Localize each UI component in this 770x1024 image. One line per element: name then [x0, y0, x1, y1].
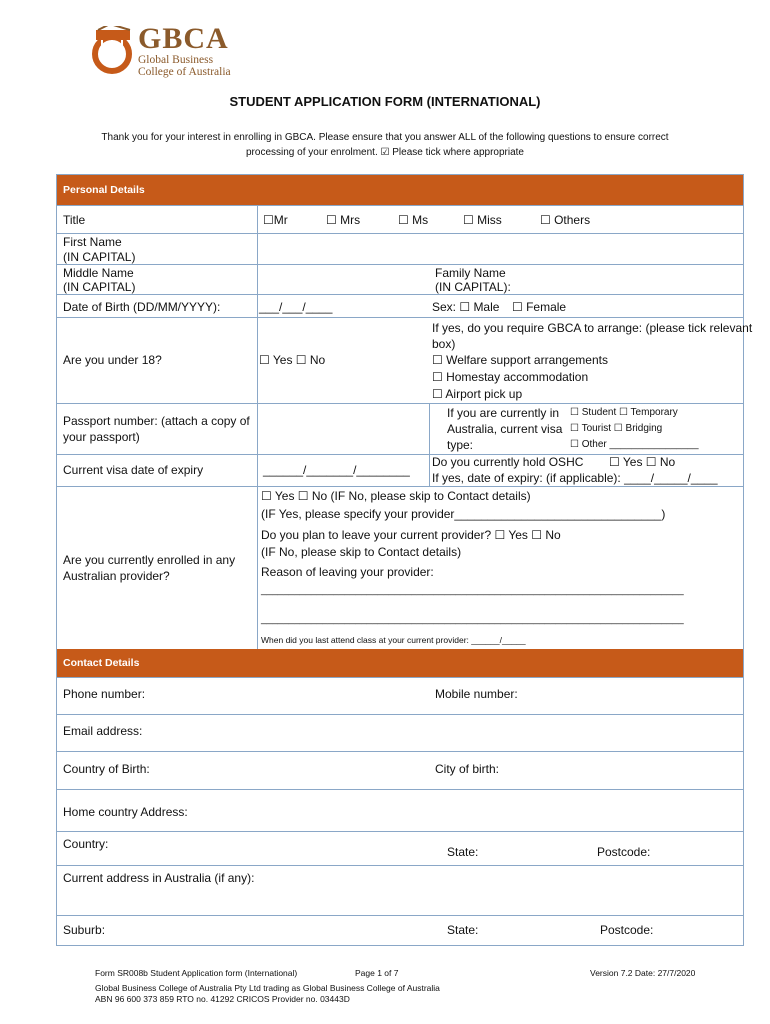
sex-male-option[interactable]: Sex: ☐ Male	[432, 300, 500, 314]
personal-details-header	[57, 175, 743, 205]
passport-label-sub: your passport)	[63, 430, 140, 444]
postcode-label: Postcode:	[597, 845, 651, 859]
visa-type-label-2: Australia, current visa	[447, 422, 563, 436]
footer-version: Version 7.2 Date: 27/7/2020	[590, 968, 696, 978]
title-option-others[interactable]: ☐ Others	[540, 213, 591, 227]
leave-provider-question[interactable]: Do you plan to leave your current provider? ☐ Yes ☐ No	[261, 528, 561, 542]
state-label: State:	[447, 845, 479, 859]
state-label-au: State:	[447, 923, 479, 937]
footer-page-number: Page 1 of 7	[355, 968, 399, 978]
dob-label: Date of Birth (DD/MM/YYYY):	[63, 300, 221, 314]
enrolled-provider-specify[interactable]: (IF Yes, please specify your provider_______________________________)	[261, 507, 666, 521]
oshc-options[interactable]: ☐ Yes ☐ No	[609, 455, 676, 469]
au-address-label: Current address in Australia (if any):	[63, 871, 255, 885]
phone-label: Phone number:	[63, 687, 146, 701]
reason-line-1[interactable]: ____________________________________________________________________________	[261, 585, 684, 596]
title-option-ms[interactable]: ☐ Ms	[398, 213, 429, 227]
intro-line1: Thank you for your interest in enrolling in GBCA. Please ensure that you answer ALL of the following questions to ensure correct	[101, 132, 669, 143]
enrolled-options[interactable]: ☐ Yes ☐ No (IF No, please skip to Contact details)	[261, 489, 531, 503]
middle-name-label: Middle Name	[63, 266, 134, 280]
form-title: STUDENT APPLICATION FORM (INTERNATIONAL)	[229, 94, 541, 109]
reason-line-2[interactable]: ____________________________________________________________________________	[261, 614, 684, 625]
arrange-welfare-option[interactable]: ☐ Welfare support arrangements	[432, 353, 608, 367]
gbca-emblem-icon	[92, 26, 136, 78]
logo-name: GBCA	[138, 22, 229, 55]
middle-name-label-sub: (IN CAPITAL)	[63, 280, 136, 294]
contact-details-header	[57, 649, 743, 677]
footer-company: Global Business College of Australia Pty Ltd trading as Global Business College of Australia	[95, 983, 440, 993]
first-name-field[interactable]	[259, 235, 741, 263]
intro-line2: processing of your enrolment. ☑ Please tick where appropriate	[246, 147, 524, 158]
contact-details-title: Contact Details	[63, 657, 140, 669]
under18-label: Are you under 18?	[63, 353, 162, 367]
visa-expiry-label: Current visa date of expiry	[63, 463, 204, 477]
arrange-airport-option[interactable]: ☐ Airport pick up	[432, 387, 523, 401]
personal-details-title: Personal Details	[63, 184, 145, 196]
passport-field[interactable]	[259, 405, 427, 453]
sex-female-option[interactable]: ☐ Female	[512, 300, 567, 314]
postcode-label-au: Postcode:	[600, 923, 654, 937]
title-option-miss[interactable]: ☐ Miss	[463, 213, 502, 227]
first-name-label: First Name	[63, 235, 122, 249]
footer-form-name: Form SR008b Student Application form (International)	[95, 968, 298, 978]
email-label: Email address:	[63, 724, 143, 738]
oshc-label: Do you currently hold OSHC	[432, 455, 584, 469]
family-name-label: Family Name	[435, 266, 506, 280]
visa-type-label-3: type:	[447, 438, 474, 452]
visa-student-temporary-option[interactable]: ☐ Student ☐ Temporary	[570, 407, 678, 418]
arrange-question-cont: box)	[432, 337, 456, 351]
mobile-label: Mobile number:	[435, 687, 518, 701]
intro-text	[60, 130, 710, 160]
country-label: Country:	[63, 837, 109, 851]
title-option-mr[interactable]: ☐Mr	[263, 213, 288, 227]
oshc-expiry[interactable]: If yes, date of expiry: (if applicable): ____/_____/____	[432, 471, 718, 485]
title-option-mrs[interactable]: ☐ Mrs	[326, 213, 361, 227]
dob-field[interactable]: ___/___/____	[259, 300, 333, 314]
visa-tourist-bridging-option[interactable]: ☐ Tourist ☐ Bridging	[570, 423, 663, 434]
footer-abn: ABN 96 600 373 859 RTO no. 41292 CRICOS Provider no. 03443D	[95, 994, 350, 1004]
gbca-logo	[92, 22, 232, 80]
middle-name-field[interactable]	[259, 266, 429, 293]
under18-options[interactable]: ☐ Yes ☐ No	[259, 353, 326, 367]
reason-label: Reason of leaving your provider:	[261, 565, 434, 579]
suburb-label: Suburb:	[63, 923, 106, 937]
city-of-birth-label: City of birth:	[435, 762, 500, 776]
logo-line1: Global Business	[138, 54, 214, 66]
family-name-label-sub: (IN CAPITAL):	[435, 280, 511, 294]
country-of-birth-label: Country of Birth:	[63, 762, 150, 776]
home-address-label: Home country Address:	[63, 805, 188, 819]
passport-label: Passport number: (attach a copy of	[63, 414, 250, 428]
first-name-label-sub: (IN CAPITAL)	[63, 250, 136, 264]
leave-provider-skip: (IF No, please skip to Contact details)	[261, 545, 462, 559]
arrange-question: If yes, do you require GBCA to arrange: (please tick relevant	[432, 321, 753, 335]
enrolled-label-sub: Australian provider?	[63, 569, 170, 583]
visa-other-option[interactable]: ☐ Other ________________	[570, 439, 699, 450]
logo-line2: College of Australia	[138, 66, 231, 78]
application-form	[56, 174, 753, 946]
enrolled-label: Are you currently enrolled in any	[63, 553, 236, 567]
arrange-homestay-option[interactable]: ☐ Homestay accommodation	[432, 370, 589, 384]
visa-type-label: If you are currently in	[447, 406, 560, 420]
title-label: Title	[63, 213, 86, 227]
visa-expiry-field[interactable]: ______/_______/________	[263, 463, 410, 477]
last-class-question[interactable]: When did you last attend class at your current provider: ______/_____	[261, 635, 526, 645]
